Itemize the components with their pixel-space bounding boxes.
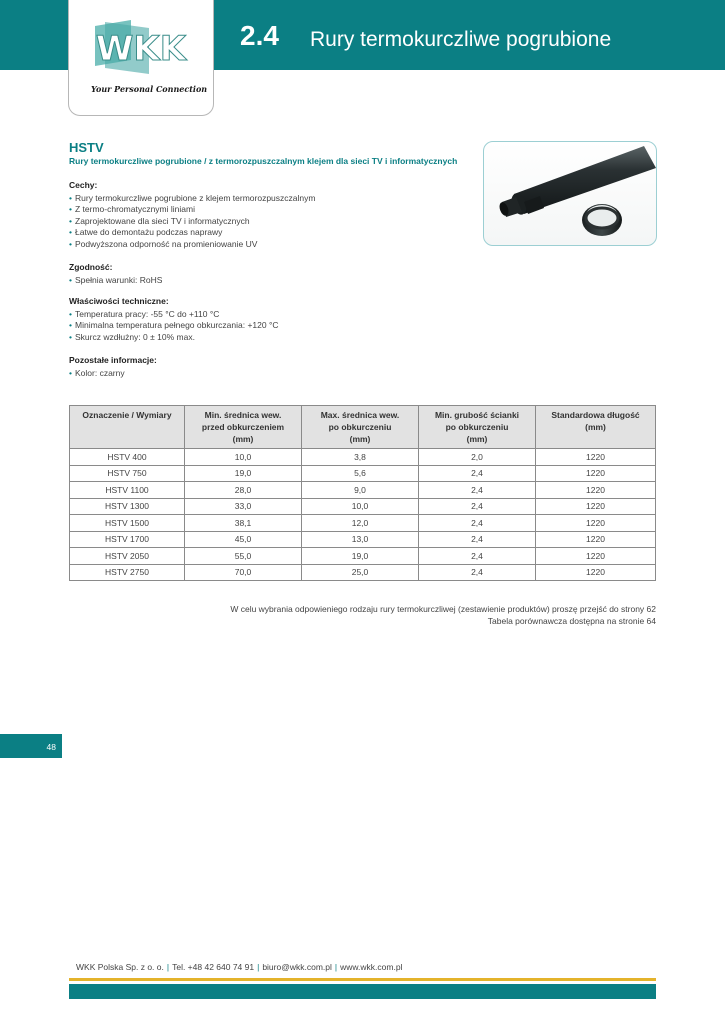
section-title: Rury termokurczliwe pogrubione	[310, 28, 612, 51]
product-subtitle: Rury termokurczliwe pogrubione / z termorozpuszczalnym klejem dla sieci TV i informatycznych	[69, 156, 458, 166]
product-code: HSTV	[69, 140, 104, 155]
footer-contact: WKK Polska Sp. z o. o. | Tel. +48 42 640 74 91 | biuro@wkk.com.pl | www.wkk.com.pl	[76, 962, 403, 972]
compliance-block	[69, 262, 162, 286]
footer-company: WKK Polska Sp. z o. o.	[76, 962, 164, 972]
table-header-row	[70, 406, 656, 449]
note-block	[230, 604, 656, 627]
list-item: • Spełnia warunki: RoHS	[69, 274, 163, 285]
table-row: HSTV 2050 55,0 19,0 2,4 1220	[70, 548, 656, 565]
col-header-max-diameter: Max. średnica wew. po obkurczeniu (mm)	[302, 406, 419, 449]
spec-table	[69, 405, 656, 581]
heat-shrink-tube-icon	[484, 142, 657, 246]
technical-heading: Właściwości techniczne:	[69, 296, 169, 306]
footer-phone: Tel. +48 42 640 74 91	[172, 962, 255, 972]
svg-text:WKK: WKK	[95, 29, 187, 69]
list-item: • Podwyższona odporność na promieniowanie UV	[69, 238, 258, 249]
technical-block	[69, 296, 279, 343]
col-header-length: Standardowa długość (mm)	[536, 406, 656, 449]
note-line-products: W celu wybrania odpowieniego rodzaju rury termokurczliwej (zestawienie produktów) proszę przejść do strony 62	[230, 604, 656, 614]
table-row: HSTV 1500 38,1 12,0 2,4 1220	[70, 515, 656, 532]
wkk-logo	[91, 20, 191, 80]
table-row: HSTV 1700 45,0 13,0 2,4 1220	[70, 531, 656, 548]
table-row: HSTV 1300 33,0 10,0 2,4 1220	[70, 498, 656, 515]
slogan: Your Personal Connection	[91, 84, 208, 94]
list-item: • Łatwe do demontażu podczas naprawy	[69, 227, 223, 238]
other-heading: Pozostałe informacje:	[69, 355, 157, 365]
note-line-comparison: Tabela porównawcza dostępna na stronie 64	[487, 615, 656, 626]
features-heading: Cechy:	[69, 180, 98, 190]
compliance-heading: Zgodność:	[69, 262, 113, 272]
table-row: HSTV 400 10,0 3,8 2,0 1220	[70, 449, 656, 466]
page-number: 48	[0, 734, 62, 758]
list-item: • Minimalna temperatura pełnego obkurczania: +120 °C	[69, 320, 279, 331]
features-block	[69, 180, 315, 251]
table-row: HSTV 750 19,0 5,6 2,4 1220	[70, 465, 656, 482]
section-number: 2.4	[240, 20, 279, 51]
list-item: • Z termo-chromatycznymi liniami	[69, 204, 195, 215]
footer-website[interactable]: www.wkk.com.pl	[340, 962, 403, 972]
list-item: • Rury termokurczliwe pogrubione z klejem termorozpuszczalnym	[69, 192, 316, 203]
list-item: • Zaprojektowane dla sieci TV i informatycznych	[69, 215, 250, 226]
col-header-wall-thickness: Min. grubość ścianki po obkurczeniu (mm)	[419, 406, 536, 449]
table-row: HSTV 1100 28,0 9,0 2,4 1220	[70, 482, 656, 499]
col-header-designation: Oznaczenie / Wymiary	[70, 406, 185, 449]
list-item: • Temperatura pracy: -55 °C do +110 °C	[69, 308, 220, 319]
table-row: HSTV 2750 70,0 25,0 2,4 1220	[70, 564, 656, 581]
list-item: • Kolor: czarny	[69, 367, 125, 378]
footer-stripe-bottom	[69, 988, 656, 999]
product-image	[483, 141, 657, 246]
logo-box	[68, 0, 214, 116]
footer-stripe-yellow	[69, 978, 656, 981]
other-info-block	[69, 355, 157, 379]
footer-email[interactable]: biuro@wkk.com.pl	[262, 962, 332, 972]
col-header-min-diameter: Min. średnica wew. przed obkurczeniem (mm)	[185, 406, 302, 449]
list-item: • Skurcz wzdłużny: 0 ± 10% max.	[69, 331, 195, 342]
